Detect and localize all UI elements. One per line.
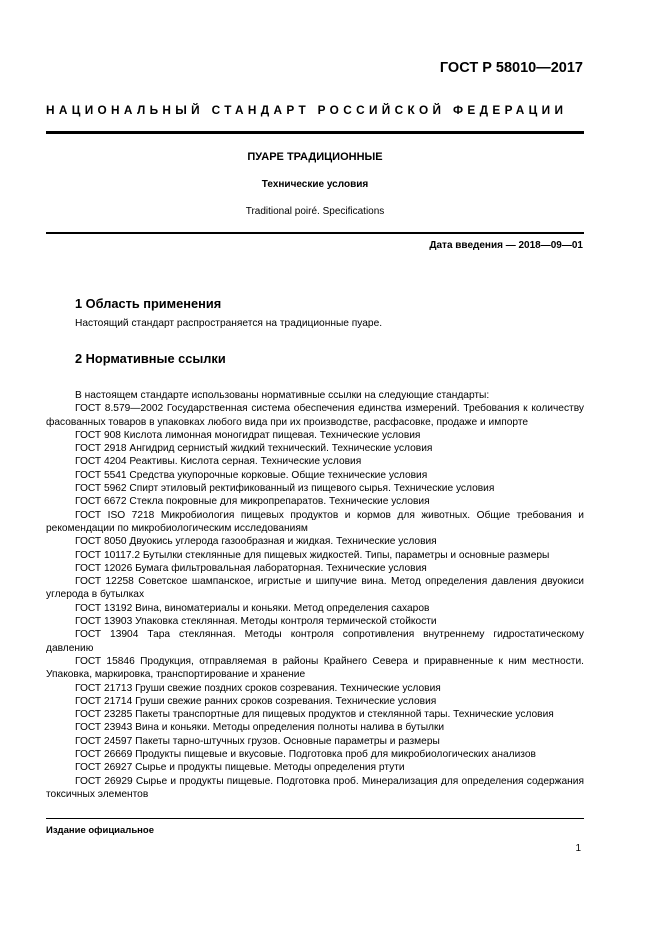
english-title: Traditional poiré. Specifications	[245, 206, 385, 217]
reference-intro: В настоящем стандарте использованы нормативные ссылки на следующие стандарты:	[75, 390, 490, 401]
page-number: 1	[575, 843, 581, 854]
reference-item: ГОСТ 5962 Спирт этиловый ректификованный из пищевого сырья. Технические условия	[75, 483, 495, 495]
reference-item: ГОСТ 21714 Груши свежие ранних сроков созревания. Технические условия	[75, 695, 437, 707]
reference-item: ГОСТ 26669 Продукты пищевые и вкусовые. Подготовка проб для микробиологических анализов	[75, 749, 536, 761]
reference-item: ГОСТ ISO 7218 Микробиология пищевых продуктов и кормов для животных. Общие требования и рекомендации по микробиологическим исследованиям	[46, 509, 584, 534]
reference-item: ГОСТ 2918 Ангидрид сернистый жидкий технический. Технические условия	[75, 443, 433, 455]
reference-item: ГОСТ 13192 Вина, виноматериалы и коньяки. Метод определения сахаров	[75, 602, 430, 614]
section-paragraph: Настоящий стандарт распространяется на традиционные пуаре.	[75, 318, 383, 329]
reference-item: ГОСТ 6672 Стекла покровные для микропрепаратов. Технические условия	[75, 496, 430, 508]
reference-item: ГОСТ 26929 Сырье и продукты пищевые. Подготовка проб. Минерализация для определения содержания токсичных элементов	[46, 775, 584, 800]
document-subtitle: Технические условия	[261, 179, 369, 190]
reference-item: ГОСТ 12258 Советское шампанское, игристые и шипучие вина. Метод определения давления двуокиси углерода в бутылках	[46, 576, 584, 601]
section-heading: 2 Нормативные ссылки	[75, 351, 226, 366]
document-title: ПУАРЕ ТРАДИЦИОННЫЕ	[247, 151, 383, 163]
footer-divider	[46, 818, 584, 819]
title-divider	[46, 232, 584, 234]
reference-item: ГОСТ 21713 Груши свежие поздних сроков созревания. Технические условия	[75, 682, 441, 694]
introduction-date: Дата введения — 2018—09—01	[429, 240, 583, 251]
reference-item: ГОСТ 12026 Бумага фильтровальная лабораторная. Технические условия	[75, 562, 427, 574]
reference-item: ГОСТ 23285 Пакеты транспортные для пищевых продуктов и стеклянной тары. Технические условия	[75, 709, 554, 721]
section-scope	[75, 296, 585, 329]
reference-item: ГОСТ 26927 Сырье и продукты пищевые. Методы определения ртути	[75, 762, 405, 774]
reference-item: ГОСТ 23943 Вина и коньяки. Методы определения полноты налива в бутылки	[75, 722, 445, 734]
section-normative-references	[75, 351, 585, 366]
reference-list	[46, 389, 584, 801]
reference-item: ГОСТ 8050 Двуокись углерода газообразная и жидкая. Технические условия	[75, 536, 437, 548]
reference-item: ГОСТ 8.579—2002 Государственная система обеспечения единства измерений. Требования к количеству фасованных товаров в упаковках любого вида при их производстве, расфасовке, продаже и импорте	[46, 403, 584, 428]
reference-item: ГОСТ 5541 Средства укупорочные корковые. Общие технические условия	[75, 469, 428, 481]
reference-item: ГОСТ 13904 Тара стеклянная. Методы контроля сопротивления внутреннему гидростатическому давлению	[46, 629, 584, 654]
reference-item: ГОСТ 908 Кислота лимонная моногидрат пищевая. Технические условия	[75, 429, 421, 441]
reference-item: ГОСТ 4204 Реактивы. Кислота серная. Технические условия	[75, 456, 362, 468]
reference-item: ГОСТ 24597 Пакеты тарно-штучных грузов. Основные параметры и размеры	[75, 735, 440, 747]
reference-item: ГОСТ 15846 Продукция, отправляемая в районы Крайнего Севера и приравненные к ним местности. Упаковка, маркировка, транспортирование и хранение	[46, 655, 584, 681]
section-heading: 1 Область применения	[75, 296, 222, 311]
reference-item: ГОСТ 10117.2 Бутылки стеклянные для пищевых жидкостей. Типы, параметры и основные размеры	[75, 549, 550, 561]
standard-number: ГОСТ Р 58010—2017	[439, 60, 583, 76]
header-divider	[46, 131, 584, 134]
reference-item: ГОСТ 13903 Упаковка стеклянная. Методы контроля термической стойкости	[75, 616, 437, 628]
national-standard-label: НАЦИОНАЛЬНЫЙ СТАНДАРТ РОССИЙСКОЙ ФЕДЕРАЦИИ	[46, 103, 568, 117]
edition-label: Издание официальное	[46, 825, 154, 836]
